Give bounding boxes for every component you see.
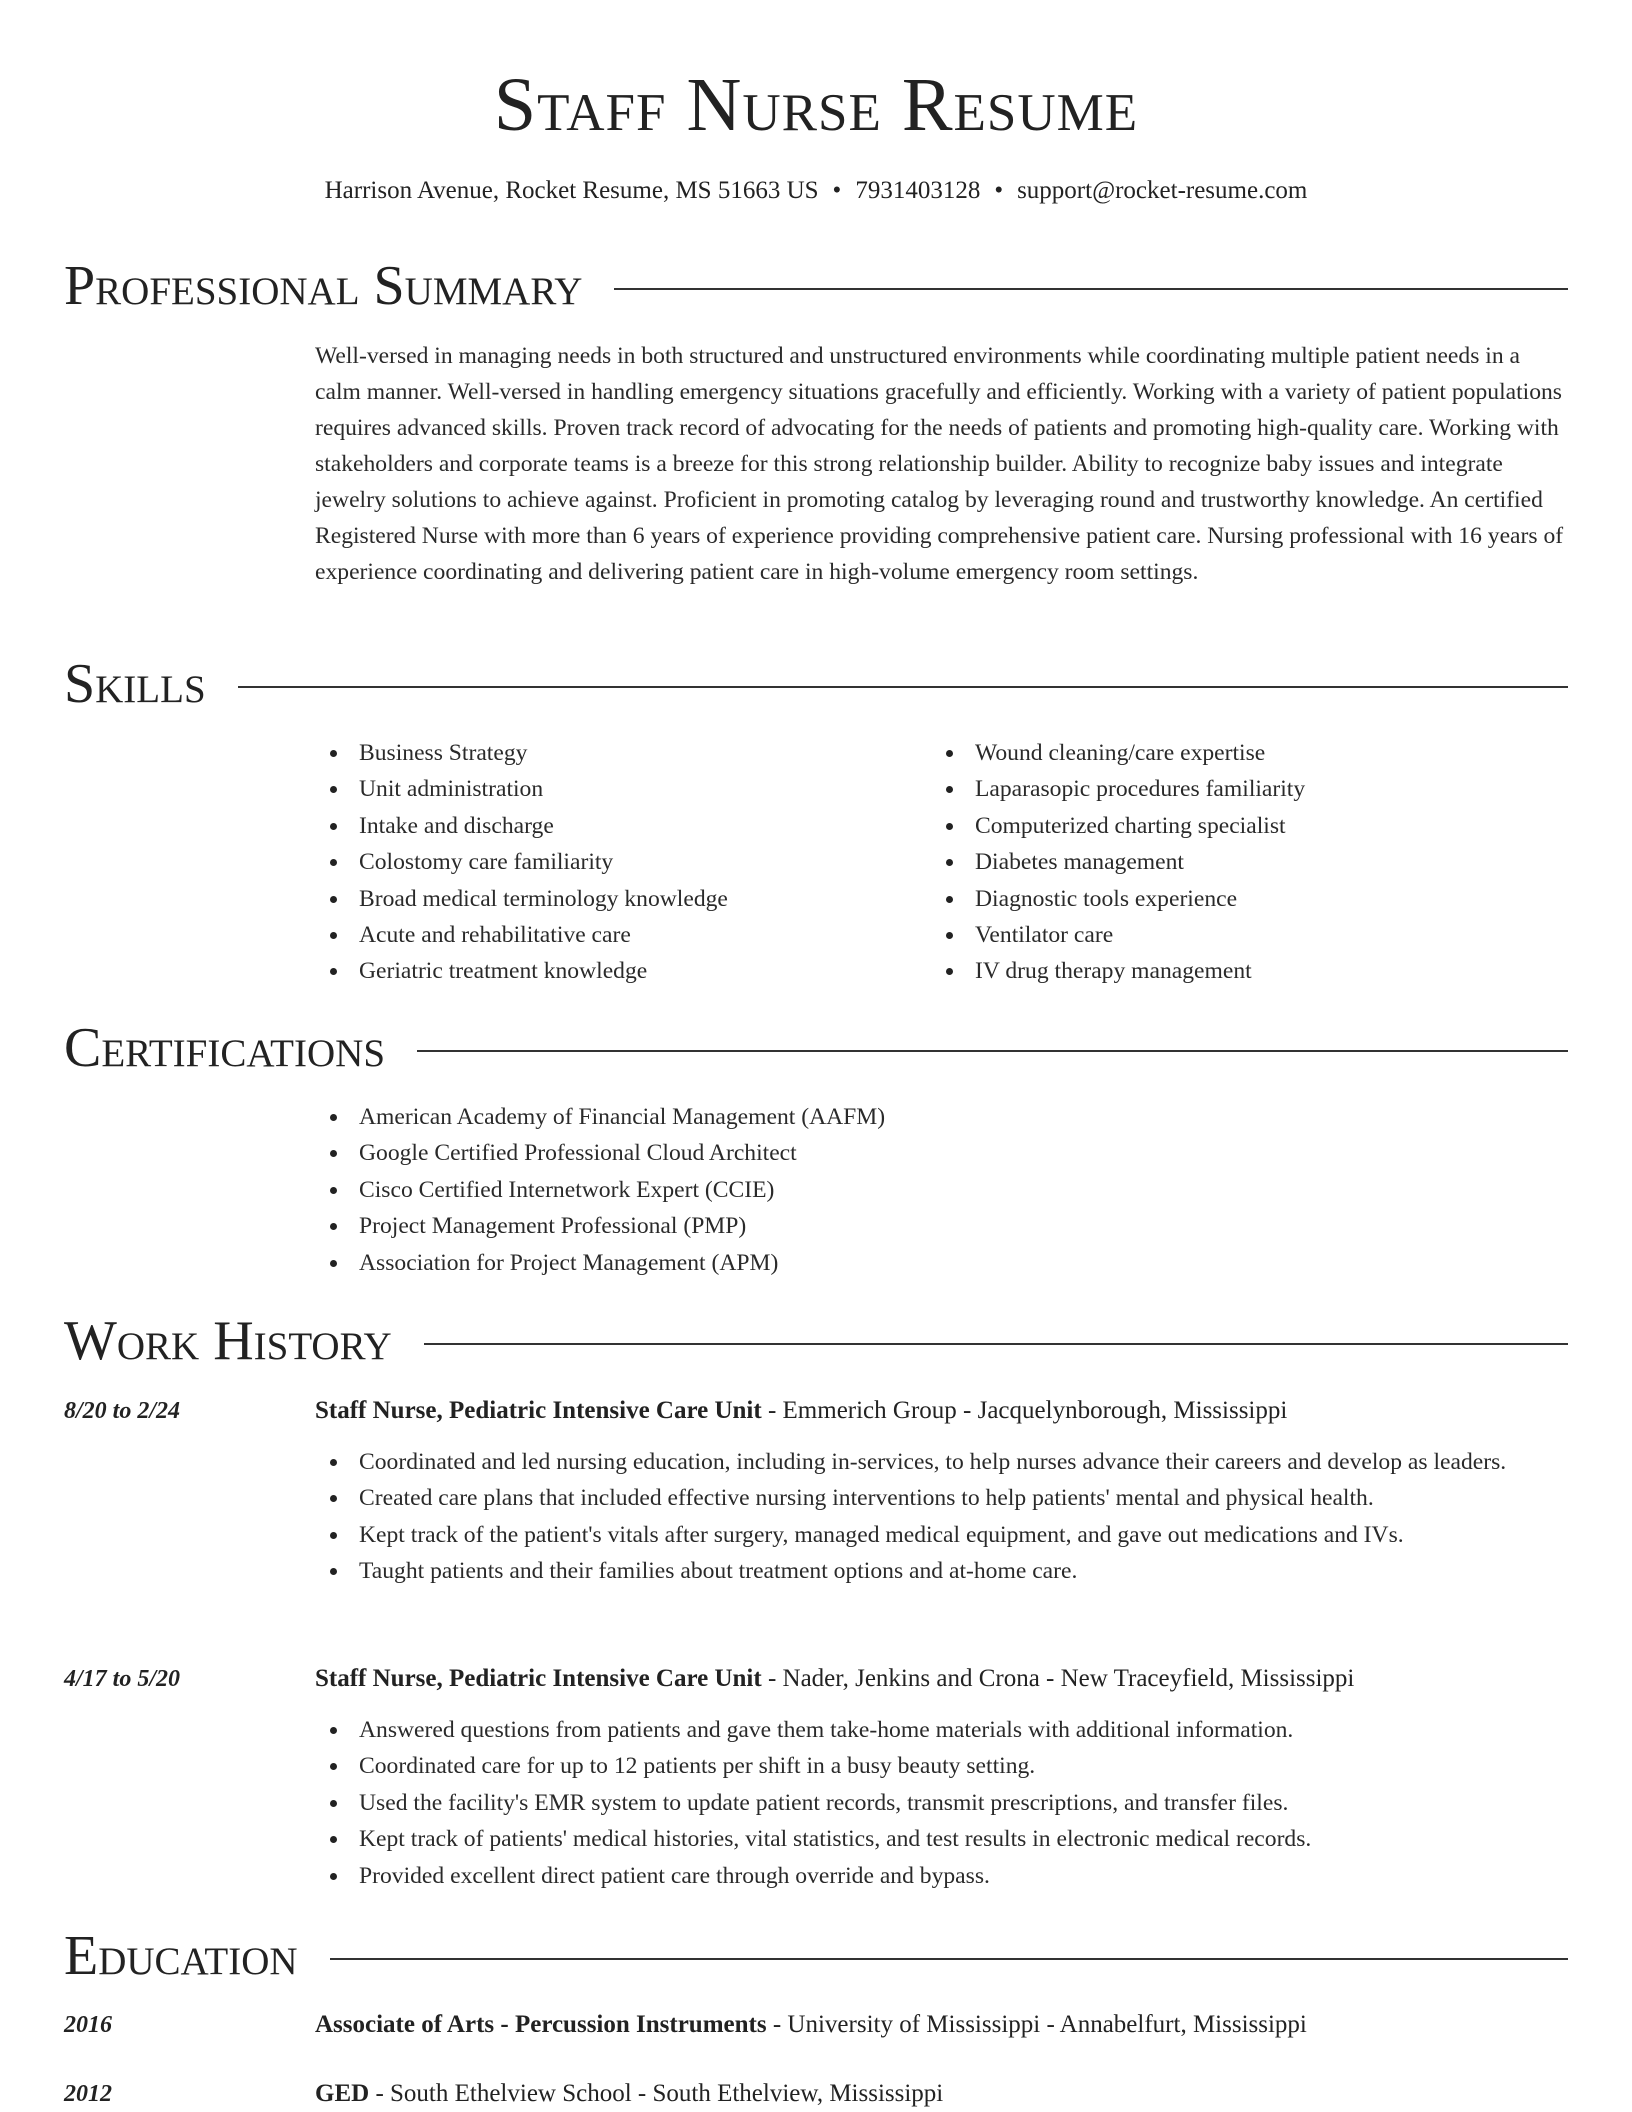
skills-section-heading (64, 652, 1568, 716)
education-entry (315, 2008, 1568, 2042)
job-bullet: Provided excellent direct patient care through override and bypass. (315, 1858, 1568, 1894)
job-role: Staff Nurse, Pediatric Intensive Care Unit (315, 1397, 762, 1424)
skill-item: Laparasopic procedures familiarity (931, 771, 1568, 807)
certification-item: American Academy of Financial Management (AAFM) (315, 1099, 1568, 1135)
skill-item: Geriatric treatment knowledge (315, 953, 915, 989)
skill-item: Intake and discharge (315, 808, 915, 844)
job-bullet: Created care plans that included effective nursing interventions to help patients' mental and physical health. (315, 1480, 1568, 1516)
education-heading: Education (64, 1925, 298, 1987)
skill-item: Acute and rehabilitative care (315, 917, 915, 953)
skill-item: Wound cleaning/care expertise (931, 735, 1568, 771)
section-divider (330, 1958, 1568, 1960)
job-dates: 8/20 to 2/24 (64, 1398, 181, 1424)
certification-item: Project Management Professional (PMP) (315, 1208, 1568, 1244)
certification-item: Cisco Certified Internetwork Expert (CCIE) (315, 1172, 1568, 1208)
skill-item: IV drug therapy management (931, 953, 1568, 989)
job-bullet: Kept track of patients' medical histories, vital statistics, and test results in electronic medical records. (315, 1821, 1568, 1857)
job-title (315, 1394, 1568, 1428)
section-divider (614, 288, 1568, 290)
skill-item: Ventilator care (931, 917, 1568, 953)
skill-item: Business Strategy (315, 735, 915, 771)
summary-text: Well-versed in managing needs in both structured and unstructured environments while coordinating multiple patient needs in a calm manner. Well-versed in handling emergency situations gracefully and efficiently. Working with a variety of patient populations requires advanced skills. Proven track record of advocating for the needs of patients and promoting high-quality care. Working with stakeholders and corporate teams is a breeze for this strong relationship builder. Ability to recognize baby issues and integrate jewelry solutions to achieve against. Proficient in promoting catalog by leveraging round and trustworthy knowledge. An certified Registered Nurse with more than 6 years of experience providing comprehensive patient care. Nursing professional with 16 years of experience coordinating and delivering patient care in high-volume emergency room settings. (315, 343, 1564, 585)
education-school: - University of Mississippi - Annabelfurt, Mississippi (766, 2011, 1307, 2038)
skill-item: Colostomy care familiarity (315, 844, 915, 880)
certification-item: Google Certified Professional Cloud Architect (315, 1135, 1568, 1171)
job-title (315, 1662, 1568, 1696)
job-bullets (315, 1444, 1568, 1590)
section-divider (417, 1050, 1568, 1052)
skills-column-right (931, 735, 1568, 990)
contact-line (0, 174, 1632, 208)
skills-column-left (315, 735, 915, 990)
skill-item: Broad medical terminology knowledge (315, 881, 915, 917)
job-employer: - Emmerich Group - Jacquelynborough, Mississippi (761, 1397, 1288, 1424)
work-section-heading (64, 1309, 1568, 1373)
job-bullet: Coordinated care for up to 12 patients per shift in a busy beauty setting. (315, 1748, 1568, 1784)
contact-email: support@rocket-resume.com (1017, 177, 1308, 204)
certification-item: Association for Project Management (APM) (315, 1245, 1568, 1281)
skill-item: Diabetes management (931, 844, 1568, 880)
job-employer: - Nader, Jenkins and Crona - New Traceyfield, Mississippi (761, 1665, 1355, 1692)
job-bullet: Kept track of the patient's vitals after surgery, managed medical equipment, and gave out medications and IVs. (315, 1517, 1568, 1553)
education-section-heading (64, 1924, 1568, 1988)
summary-section-heading (64, 254, 1568, 318)
education-degree: GED (315, 2080, 370, 2107)
education-year: 2016 (64, 2012, 112, 2038)
job-bullet: Answered questions from patients and gave them take-home materials with additional information. (315, 1712, 1568, 1748)
section-divider (424, 1343, 1568, 1345)
contact-phone: 7931403128 (855, 177, 981, 204)
work-heading: Work History (64, 1310, 392, 1372)
job-role: Staff Nurse, Pediatric Intensive Care Unit (315, 1665, 762, 1692)
certifications-list (315, 1099, 1568, 1281)
summary-heading: Professional Summary (64, 255, 583, 317)
job-bullet: Taught patients and their families about treatment options and at-home care. (315, 1553, 1568, 1589)
skill-item: Computerized charting specialist (931, 808, 1568, 844)
education-degree: Associate of Arts - Percussion Instruments (315, 2011, 767, 2038)
certifications-section-heading (64, 1016, 1568, 1080)
job-bullet: Coordinated and led nursing education, including in-services, to help nurses advance their careers and develop as leaders. (315, 1444, 1568, 1480)
resume-title: Staff Nurse Resume (493, 63, 1139, 147)
education-entry (315, 2077, 1568, 2111)
skill-item: Diagnostic tools experience (931, 881, 1568, 917)
skills-heading: Skills (64, 653, 206, 715)
job-bullet: Used the facility's EMR system to update patient records, transmit prescriptions, and transfer files. (315, 1785, 1568, 1821)
certifications-heading: Certifications (64, 1017, 386, 1079)
skill-item: Unit administration (315, 771, 915, 807)
job-bullets (315, 1712, 1568, 1894)
contact-address: Harrison Avenue, Rocket Resume, MS 51663 US (324, 177, 819, 204)
contact-separator: • (994, 177, 1004, 204)
education-year: 2012 (64, 2081, 112, 2107)
job-dates: 4/17 to 5/20 (64, 1666, 181, 1692)
section-divider (238, 686, 1568, 688)
education-school: - South Ethelview School - South Ethelview, Mississippi (369, 2080, 944, 2107)
contact-separator: • (832, 177, 842, 204)
